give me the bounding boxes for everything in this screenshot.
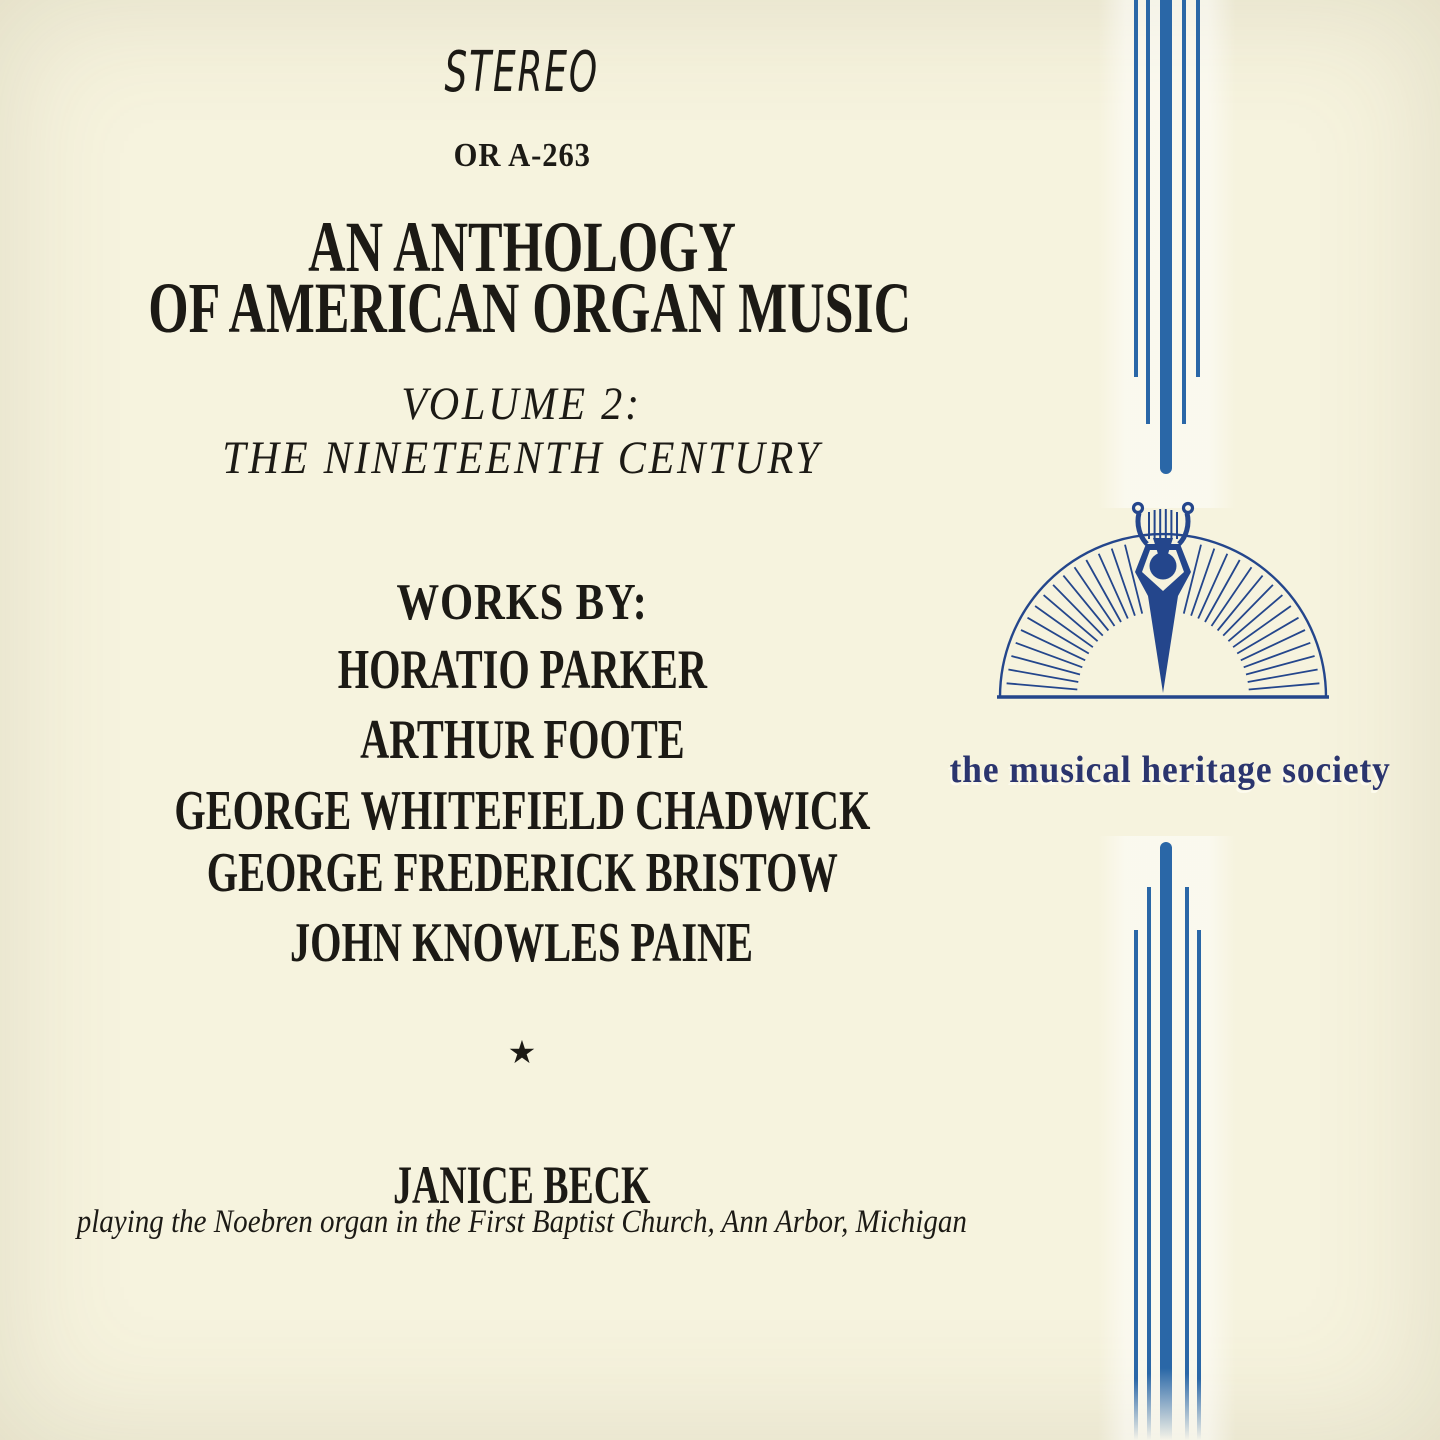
pipe-line bbox=[1146, 0, 1150, 424]
pipe-line bbox=[1185, 887, 1189, 1440]
performer-name: JANICE BECK bbox=[393, 1155, 651, 1215]
album-title-line1: AN ANTHOLOGY bbox=[308, 207, 736, 287]
pipe-line bbox=[1147, 887, 1151, 1440]
pipe-line bbox=[1182, 0, 1186, 424]
star-icon: ★ bbox=[507, 1033, 537, 1071]
composer-name: GEORGE WHITEFIELD CHADWICK bbox=[173, 780, 871, 842]
subtitle-line1: VOLUME 2: bbox=[401, 378, 643, 430]
works-by-label: WORKS BY: bbox=[396, 574, 648, 631]
composer-name: HORATIO PARKER bbox=[337, 639, 707, 701]
stereo-label: STEREO bbox=[444, 40, 600, 105]
performer-note: playing the Noebren organ in the First Baptist Church, Ann Arbor, Michigan bbox=[76, 1204, 968, 1240]
pipe-line bbox=[1160, 842, 1172, 1440]
pipe-line bbox=[1196, 0, 1200, 377]
lyre-icon bbox=[1134, 504, 1193, 545]
composer-name: GEORGE FREDERICK BRISTOW bbox=[206, 842, 838, 904]
pipe-line bbox=[1134, 0, 1138, 377]
subtitle-line2: THE NINETEENTH CENTURY bbox=[222, 432, 822, 484]
publisher-wordmark: the musical heritage society bbox=[949, 749, 1391, 791]
composer-name: ARTHUR FOOTE bbox=[359, 709, 685, 771]
pipe-line bbox=[1160, 0, 1172, 474]
catalog-number: OR A-263 bbox=[453, 137, 591, 174]
muse-figure bbox=[1135, 538, 1191, 693]
album-title-line2: OF AMERICAN ORGAN MUSIC bbox=[148, 268, 912, 348]
lyre-sunburst-logo bbox=[993, 494, 1333, 706]
composer-name: JOHN KNOWLES PAINE bbox=[290, 912, 754, 974]
pipe-line bbox=[1197, 930, 1201, 1440]
pipe-line bbox=[1134, 930, 1138, 1440]
